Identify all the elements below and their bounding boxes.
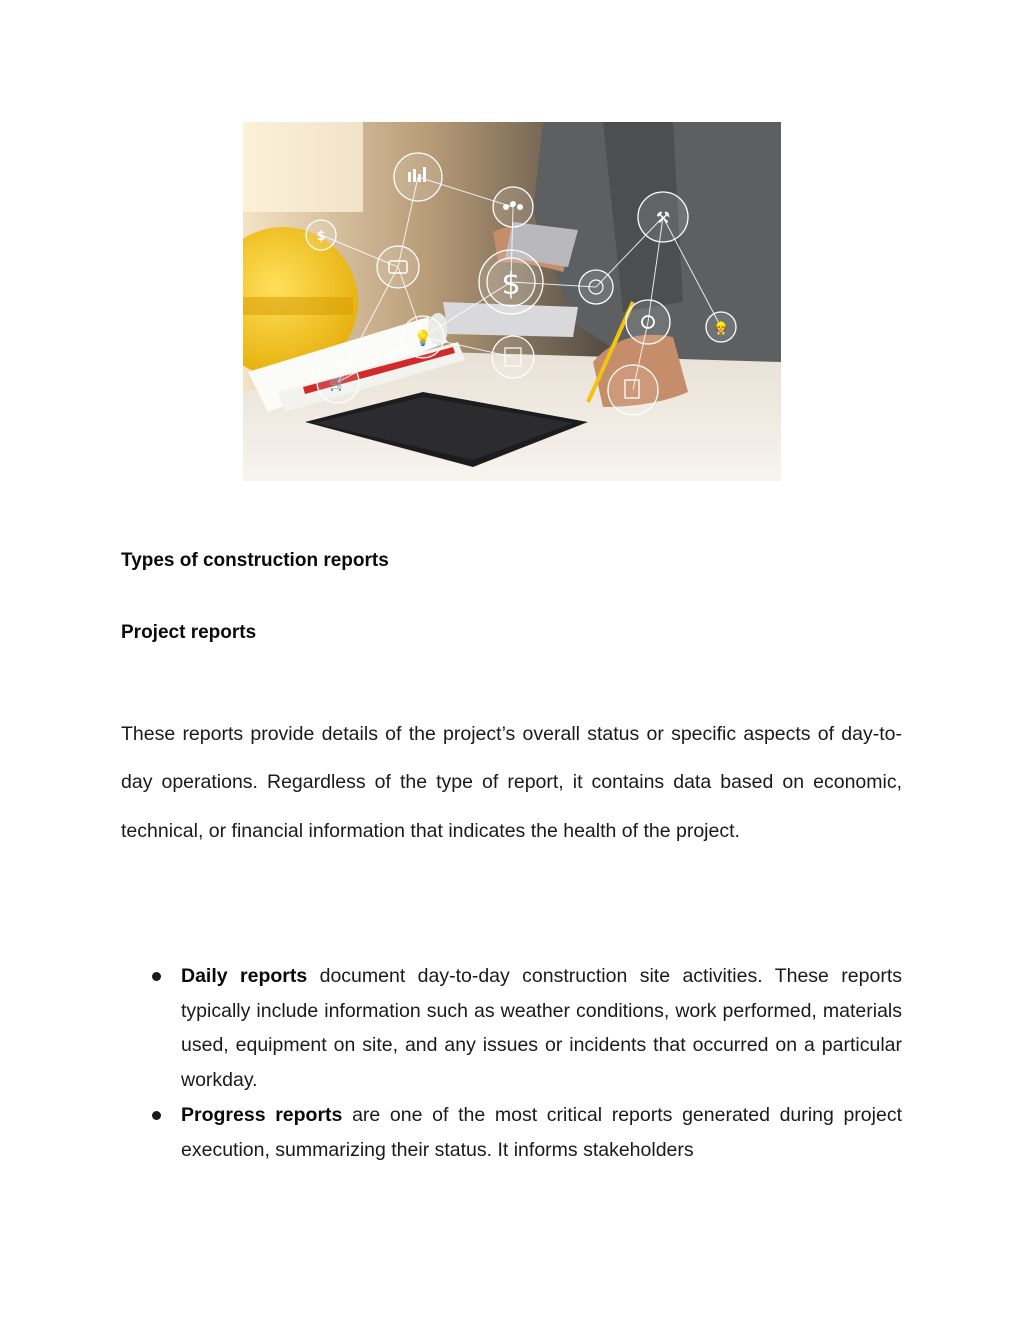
- search-icon: [626, 300, 670, 344]
- list-item: [121, 959, 902, 1098]
- list-item: [121, 1098, 902, 1167]
- intro-paragraph: These reports provide details of the project’s overall status or specific aspects of day-to-day operations. Regardless of the type of report, it contains data based on economic, technical, or financial information that indicates the health of the project.: [121, 723, 902, 842]
- svg-text:$: $: [501, 267, 521, 302]
- svg-text:💡: 💡: [413, 329, 433, 347]
- svg-text:$: $: [316, 229, 326, 244]
- subsection-heading: Project reports: [121, 622, 257, 643]
- svg-text:👷: 👷: [713, 321, 729, 335]
- bullet-icon: [152, 1111, 161, 1120]
- document-icon: [608, 365, 658, 415]
- building-icon: [492, 336, 534, 378]
- bullet-text: document day-to-day construction site activities. These reports typically include information such as weather conditions, work performed, materials used, equipment on site, and any issues or incidents that occurred on a particular workday.: [181, 965, 902, 1092]
- report-types-list: [121, 959, 902, 1167]
- card-icon: [377, 246, 419, 288]
- bullet-term: Daily reports: [181, 965, 308, 987]
- hero-image: [243, 122, 781, 481]
- section-heading: Types of construction reports: [121, 550, 389, 571]
- bullet-icon: [152, 972, 161, 981]
- svg-text:🛒: 🛒: [329, 376, 347, 392]
- bullet-term: Progress reports: [181, 1103, 343, 1126]
- globe-icon: [579, 270, 613, 304]
- svg-text:⚒: ⚒: [655, 208, 671, 227]
- bullet-text: are one of the most critical reports generated during project execution, summarizing their status. It informs stakeholders: [181, 1103, 902, 1161]
